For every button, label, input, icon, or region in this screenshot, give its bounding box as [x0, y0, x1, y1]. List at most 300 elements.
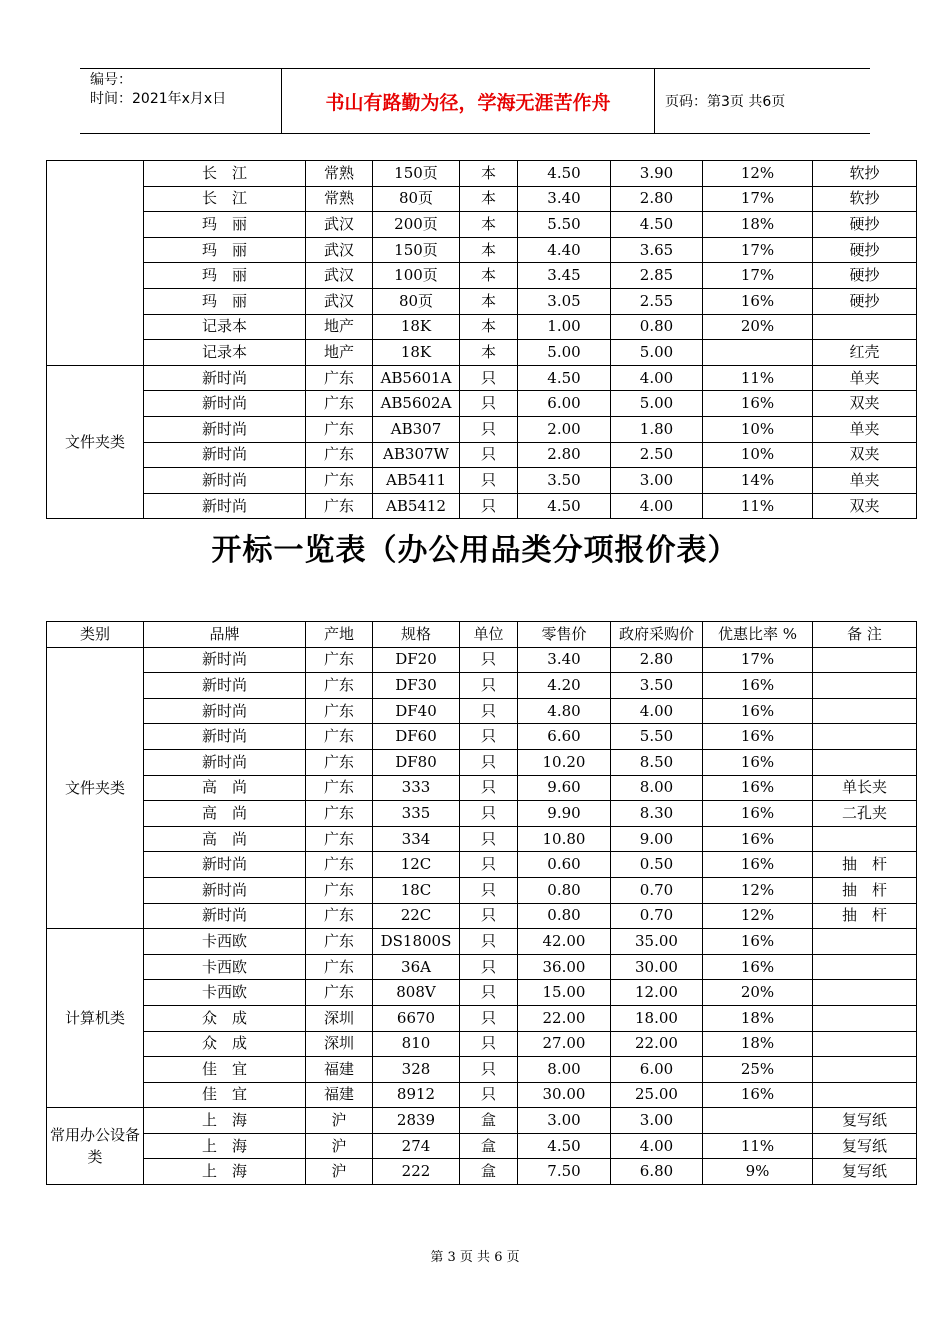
origin-cell: 深圳	[306, 1031, 373, 1057]
table-row	[47, 468, 917, 494]
origin-cell: 福建	[306, 1057, 373, 1083]
note-cell: 硬抄	[813, 263, 917, 289]
table-row	[47, 340, 917, 366]
origin-cell: 武汉	[306, 237, 373, 263]
note-cell: 双夹	[813, 442, 917, 468]
retail-price-cell: 3.40	[518, 186, 611, 212]
retail-price-cell: 36.00	[518, 954, 611, 980]
gov-price-cell: 4.50	[611, 212, 703, 238]
brand-cell: 新时尚	[144, 903, 306, 929]
spec-cell: DF80	[373, 749, 460, 775]
spec-cell: 12C	[373, 852, 460, 878]
unit-cell: 盒	[460, 1133, 518, 1159]
brand-cell: 新时尚	[144, 698, 306, 724]
brand-cell: 佳 宜	[144, 1057, 306, 1083]
discount-cell: 16%	[703, 288, 813, 314]
table-row	[47, 1133, 917, 1159]
note-cell: 双夹	[813, 493, 917, 519]
note-cell: 硬抄	[813, 212, 917, 238]
origin-cell: 福建	[306, 1082, 373, 1108]
gov-price-cell: 12.00	[611, 980, 703, 1006]
gov-price-cell: 8.30	[611, 801, 703, 827]
retail-price-cell: 10.20	[518, 749, 611, 775]
page-footer: 第 3 页 共 6 页	[430, 1250, 520, 1265]
origin-cell: 武汉	[306, 263, 373, 289]
spec-cell: 328	[373, 1057, 460, 1083]
gov-price-cell: 4.00	[611, 493, 703, 519]
gov-price-cell: 8.50	[611, 749, 703, 775]
column-header: 零售价	[518, 622, 611, 648]
spec-cell: 333	[373, 775, 460, 801]
retail-price-cell: 6.60	[518, 724, 611, 750]
brand-cell: 新时尚	[144, 442, 306, 468]
origin-cell: 武汉	[306, 288, 373, 314]
spec-cell: AB5411	[373, 468, 460, 494]
discount-cell: 18%	[703, 1005, 813, 1031]
retail-price-cell: 4.20	[518, 673, 611, 699]
column-header: 备 注	[813, 622, 917, 648]
retail-price-cell: 42.00	[518, 929, 611, 955]
table-row	[47, 1159, 917, 1185]
brand-cell: 新时尚	[144, 749, 306, 775]
origin-cell: 地产	[306, 314, 373, 340]
origin-cell: 广东	[306, 954, 373, 980]
unit-cell: 只	[460, 826, 518, 852]
brand-cell: 新时尚	[144, 493, 306, 519]
discount-cell: 16%	[703, 724, 813, 750]
gov-price-cell: 3.50	[611, 673, 703, 699]
table-row	[47, 288, 917, 314]
origin-cell: 广东	[306, 698, 373, 724]
retail-price-cell: 4.50	[518, 365, 611, 391]
gov-price-cell: 1.80	[611, 416, 703, 442]
unit-cell: 只	[460, 775, 518, 801]
discount-cell: 25%	[703, 1057, 813, 1083]
discount-cell: 20%	[703, 314, 813, 340]
origin-cell: 广东	[306, 749, 373, 775]
retail-price-cell: 3.50	[518, 468, 611, 494]
unit-cell: 只	[460, 416, 518, 442]
unit-cell: 本	[460, 186, 518, 212]
retail-price-cell: 4.40	[518, 237, 611, 263]
spec-cell: AB5412	[373, 493, 460, 519]
unit-cell: 只	[460, 929, 518, 955]
discount-cell: 11%	[703, 1133, 813, 1159]
brand-cell: 新时尚	[144, 877, 306, 903]
retail-price-cell: 5.50	[518, 212, 611, 238]
gov-price-cell: 8.00	[611, 775, 703, 801]
unit-cell: 本	[460, 161, 518, 187]
spec-cell: AB5602A	[373, 391, 460, 417]
brand-cell: 上 海	[144, 1133, 306, 1159]
retail-price-cell: 4.80	[518, 698, 611, 724]
brand-cell: 长 江	[144, 161, 306, 187]
retail-price-cell: 2.80	[518, 442, 611, 468]
discount-cell	[703, 340, 813, 366]
retail-price-cell: 0.80	[518, 877, 611, 903]
table-row	[47, 929, 917, 955]
table-row	[47, 212, 917, 238]
origin-cell: 广东	[306, 647, 373, 673]
origin-cell: 武汉	[306, 212, 373, 238]
unit-cell: 只	[460, 493, 518, 519]
gov-price-cell: 0.50	[611, 852, 703, 878]
note-cell: 二孔夹	[813, 801, 917, 827]
spec-cell: 6670	[373, 1005, 460, 1031]
table-row	[47, 852, 917, 878]
spec-cell: AB307	[373, 416, 460, 442]
origin-cell: 沪	[306, 1159, 373, 1185]
unit-cell: 只	[460, 391, 518, 417]
table-row	[47, 673, 917, 699]
category-cell: 计算机类	[47, 929, 144, 1108]
table-row	[47, 263, 917, 289]
table-row	[47, 416, 917, 442]
table-row	[47, 801, 917, 827]
number-label: 编号：	[90, 72, 132, 88]
note-cell	[813, 1057, 917, 1083]
retail-price-cell: 9.90	[518, 801, 611, 827]
retail-price-cell: 6.00	[518, 391, 611, 417]
gov-price-cell: 6.80	[611, 1159, 703, 1185]
origin-cell: 广东	[306, 493, 373, 519]
discount-cell: 11%	[703, 365, 813, 391]
unit-cell: 只	[460, 468, 518, 494]
origin-cell: 广东	[306, 724, 373, 750]
note-cell: 单夹	[813, 365, 917, 391]
table-row	[47, 493, 917, 519]
gov-price-cell: 0.70	[611, 877, 703, 903]
unit-cell: 只	[460, 647, 518, 673]
brand-cell: 新时尚	[144, 365, 306, 391]
brand-cell: 卡西欧	[144, 954, 306, 980]
unit-cell: 只	[460, 877, 518, 903]
note-cell	[813, 954, 917, 980]
note-cell: 复写纸	[813, 1133, 917, 1159]
spec-cell: 200页	[373, 212, 460, 238]
discount-cell: 20%	[703, 980, 813, 1006]
retail-price-cell: 4.50	[518, 493, 611, 519]
retail-price-cell: 3.45	[518, 263, 611, 289]
brand-cell: 众 成	[144, 1005, 306, 1031]
unit-cell: 只	[460, 442, 518, 468]
spec-cell: 22C	[373, 903, 460, 929]
discount-cell: 16%	[703, 801, 813, 827]
spec-cell: 18C	[373, 877, 460, 903]
gov-price-cell: 18.00	[611, 1005, 703, 1031]
gov-price-cell: 9.00	[611, 826, 703, 852]
unit-cell: 盒	[460, 1159, 518, 1185]
spec-cell: 150页	[373, 161, 460, 187]
note-cell: 抽 杆	[813, 877, 917, 903]
unit-cell: 只	[460, 1082, 518, 1108]
discount-cell: 18%	[703, 212, 813, 238]
retail-price-cell: 3.40	[518, 647, 611, 673]
header-motto: 书山有路勤为径，学海无涯苦作舟	[282, 69, 655, 133]
column-header: 产地	[306, 622, 373, 648]
table-row	[47, 365, 917, 391]
brand-cell: 新时尚	[144, 852, 306, 878]
discount-cell: 16%	[703, 852, 813, 878]
category-cell: 文件夹类	[47, 365, 144, 519]
category-cell	[47, 161, 144, 366]
spec-cell: DF60	[373, 724, 460, 750]
table-header-row	[47, 622, 917, 648]
discount-cell: 18%	[703, 1031, 813, 1057]
note-cell: 抽 杆	[813, 903, 917, 929]
brand-cell: 记录本	[144, 340, 306, 366]
column-header: 优惠比率 %	[703, 622, 813, 648]
discount-cell	[703, 1108, 813, 1134]
origin-cell: 广东	[306, 980, 373, 1006]
unit-cell: 只	[460, 954, 518, 980]
table-row	[47, 826, 917, 852]
gov-price-cell: 2.85	[611, 263, 703, 289]
unit-cell: 只	[460, 673, 518, 699]
discount-cell: 16%	[703, 929, 813, 955]
retail-price-cell: 3.05	[518, 288, 611, 314]
spec-cell: 150页	[373, 237, 460, 263]
table-row	[47, 724, 917, 750]
retail-price-cell: 0.80	[518, 903, 611, 929]
spec-cell: 80页	[373, 186, 460, 212]
gov-price-cell: 3.90	[611, 161, 703, 187]
retail-price-cell: 2.00	[518, 416, 611, 442]
gov-price-cell: 0.80	[611, 314, 703, 340]
table-row	[47, 647, 917, 673]
note-cell: 双夹	[813, 391, 917, 417]
spec-cell: 334	[373, 826, 460, 852]
table-row	[47, 775, 917, 801]
spec-cell: 808V	[373, 980, 460, 1006]
gov-price-cell: 22.00	[611, 1031, 703, 1057]
discount-cell: 16%	[703, 698, 813, 724]
origin-cell: 深圳	[306, 1005, 373, 1031]
discount-cell: 17%	[703, 186, 813, 212]
discount-cell: 9%	[703, 1159, 813, 1185]
spec-cell: AB5601A	[373, 365, 460, 391]
gov-price-cell: 3.65	[611, 237, 703, 263]
note-cell: 硬抄	[813, 288, 917, 314]
brand-cell: 玛 丽	[144, 263, 306, 289]
unit-cell: 本	[460, 263, 518, 289]
gov-price-cell: 5.00	[611, 391, 703, 417]
brand-cell: 玛 丽	[144, 237, 306, 263]
discount-cell: 17%	[703, 237, 813, 263]
retail-price-cell: 9.60	[518, 775, 611, 801]
discount-cell: 16%	[703, 673, 813, 699]
gov-price-cell: 25.00	[611, 1082, 703, 1108]
retail-price-cell: 27.00	[518, 1031, 611, 1057]
header-page-info: 页码：第3页 共6页	[665, 94, 786, 110]
origin-cell: 广东	[306, 929, 373, 955]
table-row	[47, 1005, 917, 1031]
unit-cell: 只	[460, 903, 518, 929]
unit-cell: 只	[460, 852, 518, 878]
column-header: 政府采购价	[611, 622, 703, 648]
category-cell: 文件夹类	[47, 647, 144, 929]
brand-cell: 新时尚	[144, 673, 306, 699]
table-row	[47, 237, 917, 263]
brand-cell: 新时尚	[144, 724, 306, 750]
note-cell	[813, 1005, 917, 1031]
origin-cell: 广东	[306, 468, 373, 494]
brand-cell: 长 江	[144, 186, 306, 212]
spec-cell: DF40	[373, 698, 460, 724]
column-header: 单位	[460, 622, 518, 648]
discount-cell: 10%	[703, 442, 813, 468]
table-row	[47, 954, 917, 980]
time-label: 时间：2021年x月x日	[90, 91, 227, 107]
table-row	[47, 980, 917, 1006]
note-cell: 复写纸	[813, 1108, 917, 1134]
unit-cell: 只	[460, 1031, 518, 1057]
header-meta	[80, 69, 282, 133]
table-row	[47, 903, 917, 929]
table-row	[47, 1031, 917, 1057]
note-cell	[813, 980, 917, 1006]
gov-price-cell: 2.50	[611, 442, 703, 468]
price-table	[46, 621, 917, 1185]
note-cell: 软抄	[813, 161, 917, 187]
discount-cell: 16%	[703, 749, 813, 775]
gov-price-cell: 0.70	[611, 903, 703, 929]
origin-cell: 广东	[306, 391, 373, 417]
table-row	[47, 1108, 917, 1134]
spec-cell: 274	[373, 1133, 460, 1159]
spec-cell: AB307W	[373, 442, 460, 468]
origin-cell: 广东	[306, 442, 373, 468]
retail-price-cell: 8.00	[518, 1057, 611, 1083]
discount-cell: 16%	[703, 1082, 813, 1108]
unit-cell: 盒	[460, 1108, 518, 1134]
origin-cell: 常熟	[306, 161, 373, 187]
gov-price-cell: 6.00	[611, 1057, 703, 1083]
discount-cell: 12%	[703, 903, 813, 929]
table-row	[47, 749, 917, 775]
category-cell: 常用办公设备类	[47, 1108, 144, 1185]
retail-price-cell: 0.60	[518, 852, 611, 878]
gov-price-cell: 30.00	[611, 954, 703, 980]
gov-price-cell: 5.50	[611, 724, 703, 750]
retail-price-cell: 22.00	[518, 1005, 611, 1031]
unit-cell: 本	[460, 314, 518, 340]
gov-price-cell: 2.80	[611, 186, 703, 212]
note-cell	[813, 1082, 917, 1108]
note-cell: 复写纸	[813, 1159, 917, 1185]
note-cell: 红壳	[813, 340, 917, 366]
gov-price-cell: 4.00	[611, 1133, 703, 1159]
note-cell: 单夹	[813, 468, 917, 494]
unit-cell: 本	[460, 340, 518, 366]
discount-cell: 12%	[703, 877, 813, 903]
discount-cell: 12%	[703, 161, 813, 187]
unit-cell: 本	[460, 212, 518, 238]
discount-cell: 17%	[703, 263, 813, 289]
retail-price-cell: 30.00	[518, 1082, 611, 1108]
unit-cell: 只	[460, 1057, 518, 1083]
unit-cell: 只	[460, 1005, 518, 1031]
note-cell: 硬抄	[813, 237, 917, 263]
spec-cell: 18K	[373, 340, 460, 366]
origin-cell: 沪	[306, 1133, 373, 1159]
note-cell	[813, 724, 917, 750]
gov-price-cell: 3.00	[611, 1108, 703, 1134]
origin-cell: 广东	[306, 826, 373, 852]
note-cell	[813, 314, 917, 340]
origin-cell: 地产	[306, 340, 373, 366]
unit-cell: 只	[460, 365, 518, 391]
note-cell	[813, 1031, 917, 1057]
discount-cell: 16%	[703, 775, 813, 801]
spec-cell: 2839	[373, 1108, 460, 1134]
origin-cell: 广东	[306, 801, 373, 827]
unit-cell: 只	[460, 724, 518, 750]
retail-price-cell: 3.00	[518, 1108, 611, 1134]
spec-cell: 222	[373, 1159, 460, 1185]
brand-cell: 玛 丽	[144, 212, 306, 238]
discount-cell: 14%	[703, 468, 813, 494]
spec-cell: DS1800S	[373, 929, 460, 955]
page-title: 开标一览表（办公用品类分项报价表）	[211, 533, 739, 568]
brand-cell: 卡西欧	[144, 980, 306, 1006]
brand-cell: 新时尚	[144, 468, 306, 494]
column-header: 品牌	[144, 622, 306, 648]
price-table-continued	[46, 160, 917, 519]
brand-cell: 高 尚	[144, 801, 306, 827]
table-row	[47, 186, 917, 212]
brand-cell: 上 海	[144, 1108, 306, 1134]
brand-cell: 玛 丽	[144, 288, 306, 314]
origin-cell: 广东	[306, 365, 373, 391]
retail-price-cell: 7.50	[518, 1159, 611, 1185]
discount-cell: 17%	[703, 647, 813, 673]
table-row	[47, 1082, 917, 1108]
column-header: 类别	[47, 622, 144, 648]
unit-cell: 本	[460, 288, 518, 314]
gov-price-cell: 2.80	[611, 647, 703, 673]
origin-cell: 广东	[306, 852, 373, 878]
brand-cell: 新时尚	[144, 647, 306, 673]
table-row	[47, 442, 917, 468]
discount-cell: 16%	[703, 391, 813, 417]
spec-cell: 335	[373, 801, 460, 827]
table-row	[47, 877, 917, 903]
table-row	[47, 1057, 917, 1083]
note-cell	[813, 749, 917, 775]
page-header	[80, 68, 870, 134]
spec-cell: 36A	[373, 954, 460, 980]
brand-cell: 上 海	[144, 1159, 306, 1185]
spec-cell: 18K	[373, 314, 460, 340]
gov-price-cell: 5.00	[611, 340, 703, 366]
spec-cell: 8912	[373, 1082, 460, 1108]
spec-cell: 80页	[373, 288, 460, 314]
origin-cell: 沪	[306, 1108, 373, 1134]
retail-price-cell: 4.50	[518, 161, 611, 187]
spec-cell: 100页	[373, 263, 460, 289]
gov-price-cell: 4.00	[611, 365, 703, 391]
spec-cell: DF30	[373, 673, 460, 699]
origin-cell: 广东	[306, 903, 373, 929]
retail-price-cell: 4.50	[518, 1133, 611, 1159]
note-cell	[813, 647, 917, 673]
brand-cell: 新时尚	[144, 391, 306, 417]
retail-price-cell: 5.00	[518, 340, 611, 366]
origin-cell: 广东	[306, 775, 373, 801]
note-cell	[813, 698, 917, 724]
gov-price-cell: 2.55	[611, 288, 703, 314]
